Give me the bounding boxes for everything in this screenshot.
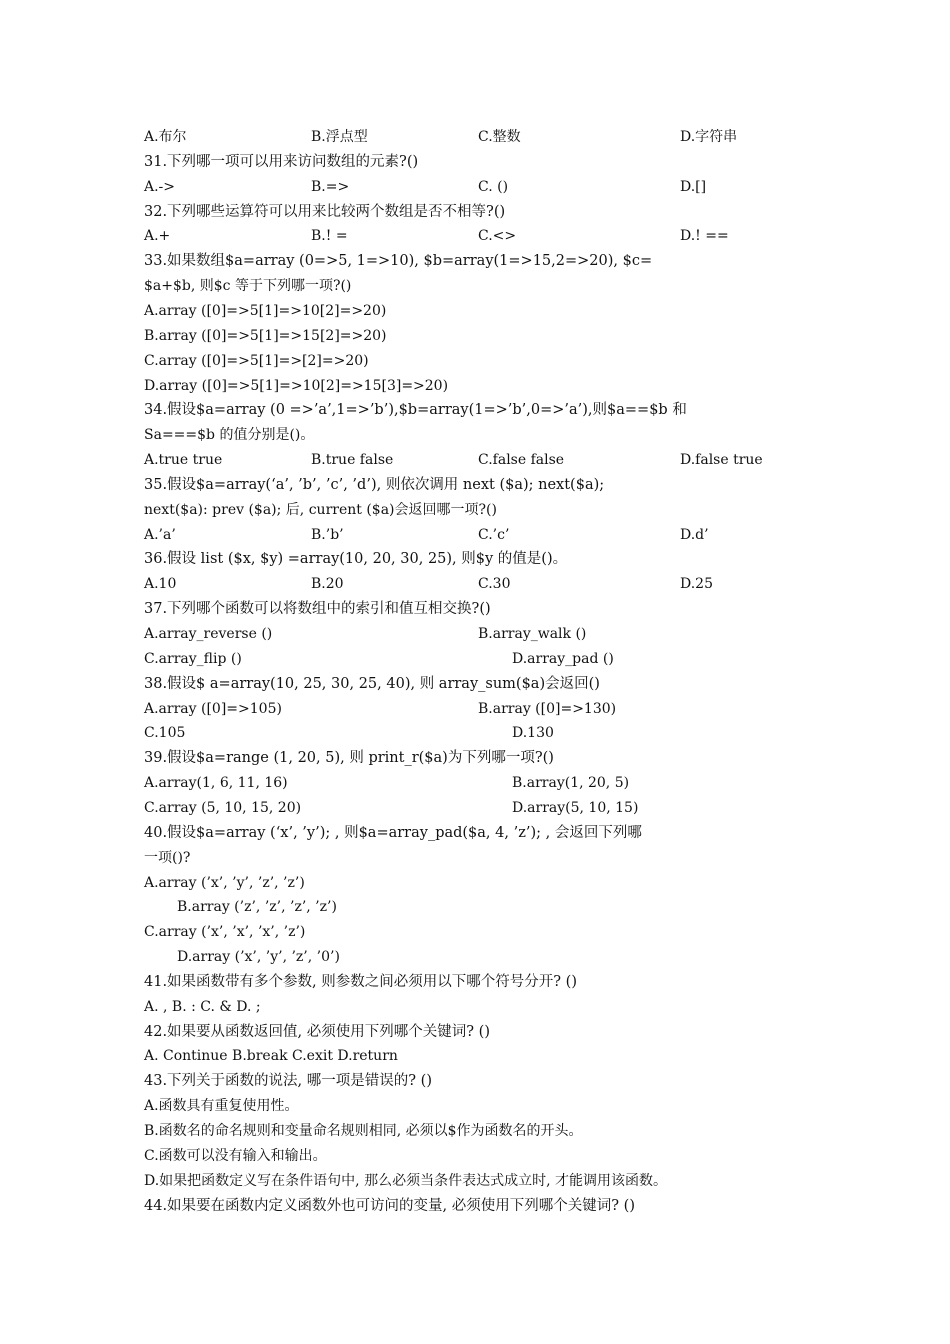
text-line: A.array (’x’, ’y’, ’z’, ’z’): [144, 875, 305, 891]
option-a: A.’a’: [144, 527, 176, 543]
text-line: D.如果把函数定义写在条件语句中, 那么必须当条件表达式成立时, 才能调用该函数。: [144, 1173, 667, 1189]
question-text: 43.下列关于函数的说法, 哪一项是错误的? (): [144, 1073, 432, 1089]
option-c: C.<>: [478, 228, 517, 244]
text-line: D.array (’x’, ’y’, ’z’, ’0’): [177, 949, 340, 965]
option-pair-item: B.array ([0]=>130): [478, 701, 617, 717]
question-text: 42.如果要从函数返回值, 必须使用下列哪个关键词? (): [144, 1024, 490, 1040]
option-a: A.布尔: [144, 129, 187, 145]
option-c: C.’c’: [478, 527, 510, 543]
text-line: A.array ([0]=>5[1]=>10[2]=>20): [144, 303, 387, 319]
question-text: 31.下列哪一项可以用来访问数组的元素?(): [144, 154, 419, 170]
question-text: 36.假设 list ($x, $y) =array(10, 20, 30, 25), 则$y 的值是()。: [144, 551, 568, 567]
option-pair-item: B.array(1, 20, 5): [512, 775, 630, 791]
question-text: 33.如果数组$a=array (0=>5, 1=>10), $b=array(1=>15,2=>20), $c=: [144, 253, 653, 269]
question-text: 34.假设$a=array (0 =>’a’,1=>’b’),$b=array(1=>’b’,0=>’a’),则$a==$b 和: [144, 402, 687, 418]
option-b: B.! =: [311, 228, 348, 244]
option-c: C.false false: [478, 452, 565, 468]
text-line: C.函数可以没有输入和输出。: [144, 1148, 327, 1164]
option-b: B.true false: [311, 452, 394, 468]
option-a: A.10: [144, 576, 177, 592]
question-text: 44.如果要在函数内定义函数外也可访问的变量, 必须使用下列哪个关键词? (): [144, 1198, 635, 1214]
option-a: A.->: [144, 179, 176, 195]
text-line: D.array ([0]=>5[1]=>10[2]=>15[3]=>20): [144, 378, 449, 394]
option-pair-item: A.array_reverse (): [144, 626, 273, 642]
option-d: D.25: [680, 576, 713, 592]
question-text: 40.假设$a=array (‘x’, ’y’); , 则$a=array_pad($a, 4, ’z’); , 会返回下列哪: [144, 825, 642, 841]
option-b: B.浮点型: [311, 129, 368, 145]
question-text: 38.假设$ a=array(10, 25, 30, 25, 40), 则 array_sum($a)会返回(): [144, 676, 600, 692]
text-line: $a+$b, 则$c 等于下列哪一项?(): [144, 278, 352, 294]
option-c: C. (): [478, 179, 509, 195]
option-pair-item: C.105: [144, 725, 186, 741]
option-b: B.=>: [311, 179, 350, 195]
text-line: next($a): prev ($a); 后, current ($a)会返回哪一项?(): [144, 502, 497, 518]
text-line: 一项()?: [144, 850, 191, 866]
option-pair-item: A.array(1, 6, 11, 16): [144, 775, 288, 791]
text-line: C.array ([0]=>5[1]=>[2]=>20): [144, 353, 369, 369]
text-line: A.函数具有重复使用性。: [144, 1098, 299, 1114]
option-b: B.20: [311, 576, 344, 592]
question-text: 39.假设$a=range (1, 20, 5), 则 print_r($a)为下列哪一项?(): [144, 750, 554, 766]
text-line: A. , B. : C. & D. ;: [144, 999, 261, 1015]
option-a: A.+: [144, 228, 171, 244]
text-line: B.函数名的命名规则和变量命名规则相同, 必须以$作为函数名的开头。: [144, 1123, 583, 1139]
option-pair-item: B.array_walk (): [478, 626, 587, 642]
text-line: C.array (’x’, ’x’, ’x’, ’z’): [144, 924, 306, 940]
question-text: 32.下列哪些运算符可以用来比较两个数组是否不相等?(): [144, 204, 506, 220]
option-d: D.! ==: [680, 228, 729, 244]
option-pair-item: D.130: [512, 725, 554, 741]
option-pair-item: C.array (5, 10, 15, 20): [144, 800, 302, 816]
option-d: D.[]: [680, 179, 707, 195]
question-text: 37.下列哪个函数可以将数组中的索引和值互相交换?(): [144, 601, 491, 617]
option-d: D.false true: [680, 452, 763, 468]
text-line: A. Continue B.break C.exit D.return: [144, 1048, 398, 1064]
option-a: A.true true: [144, 452, 223, 468]
text-line: B.array (’z’, ’z’, ’z’, ’z’): [177, 899, 337, 915]
option-pair-item: D.array_pad (): [512, 651, 614, 667]
text-line: B.array ([0]=>5[1]=>15[2]=>20): [144, 328, 387, 344]
option-c: C.30: [478, 576, 511, 592]
option-d: D.d’: [680, 527, 709, 543]
option-d: D.字符串: [680, 129, 738, 145]
option-b: B.’b’: [311, 527, 344, 543]
text-line: Sa===$b 的值分别是()。: [144, 427, 315, 443]
question-text: 41.如果函数带有多个参数, 则参数之间必须用以下哪个符号分开? (): [144, 974, 577, 990]
option-pair-item: C.array_flip (): [144, 651, 242, 667]
option-pair-item: D.array(5, 10, 15): [512, 800, 639, 816]
option-c: C.整数: [478, 129, 521, 145]
option-pair-item: A.array ([0]=>105): [144, 701, 282, 717]
question-text: 35.假设$a=array(‘a’, ’b’, ’c’, ’d’), 则依次调用 next ($a); next($a);: [144, 477, 605, 493]
